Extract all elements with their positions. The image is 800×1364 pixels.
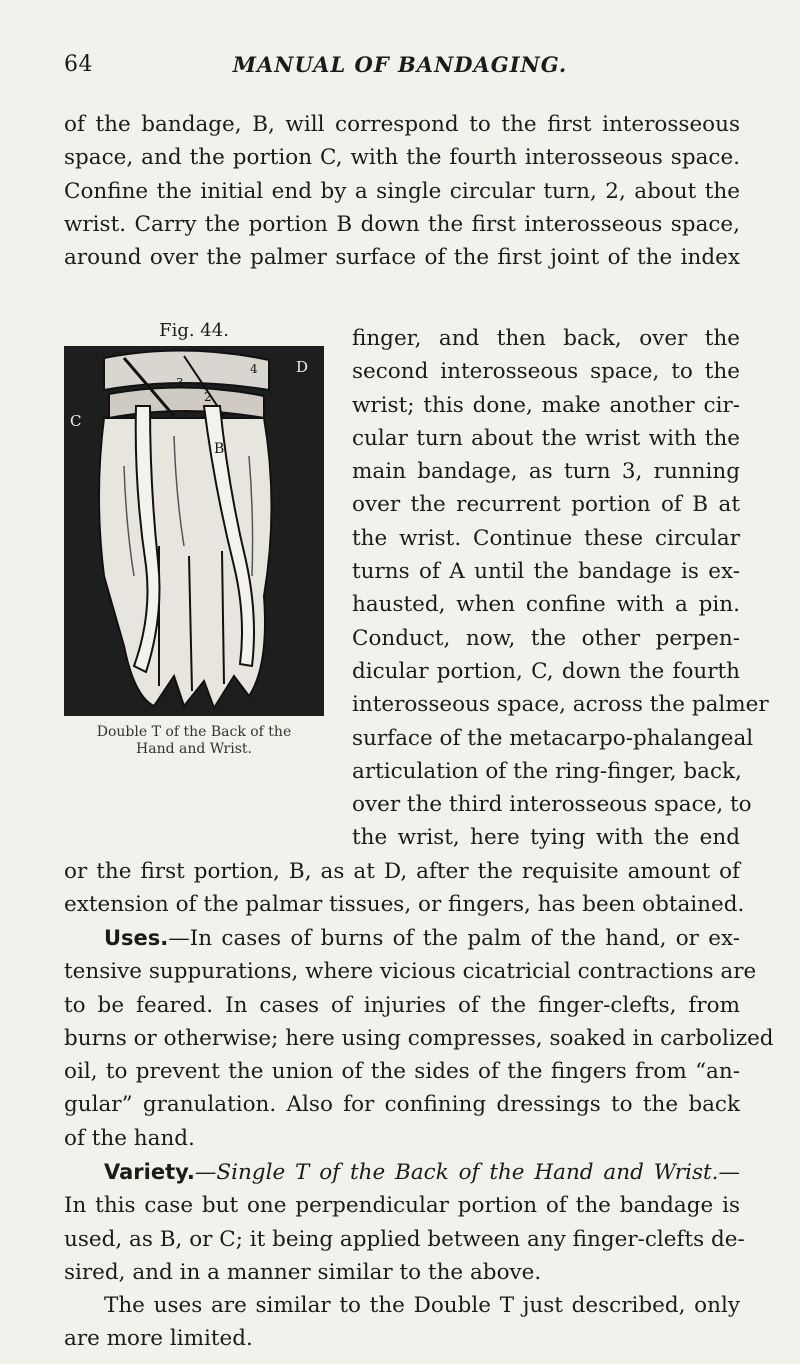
text-line: sired, and in a manner similar to the above. (64, 1259, 542, 1285)
caption-line: Hand and Wrist. (136, 741, 252, 757)
opening-paragraph (64, 108, 740, 274)
text-line: gular” granulation. Also for confining dressings to the back (64, 1092, 740, 1118)
marker-b: B (214, 441, 225, 457)
variety-heading: Variety. (104, 1160, 195, 1184)
text-line: over the recurrent portion of B at (352, 492, 740, 518)
variety-section (64, 1156, 745, 1289)
text-line: of the hand. (64, 1125, 195, 1151)
marker-4: 4 (250, 362, 258, 376)
text-line: second interosseous space, to the (352, 359, 740, 385)
text-line: hausted, when confine with a pin. (352, 592, 740, 618)
text-line: oil, to prevent the union of the sides of the fingers from “an- (64, 1059, 740, 1085)
uses-section (64, 922, 774, 1155)
text-line: the wrist, here tying with the end (352, 825, 740, 851)
running-head: MANUAL OF BANDAGING. (232, 52, 568, 77)
text-line: surface of the metacarpo-phalangeal (352, 725, 754, 751)
text-line: The uses are similar to the Double T just described, only (104, 1293, 740, 1318)
text-line: articulation of the ring-finger, back, (352, 758, 742, 784)
variety-title: —Single T of the Back of the Hand and Wrist.— (194, 1160, 740, 1185)
marker-d: D (296, 358, 309, 376)
text-line: interosseous space, across the palmer (352, 692, 769, 718)
continuation-paragraph (64, 855, 745, 922)
text-line: dicular portion, C, down the fourth (352, 658, 740, 684)
text-line: used, as B, or C; it being applied between any finger-clefts de- (64, 1226, 745, 1252)
text-line: In this case but one perpendicular portion of the bandage is (64, 1193, 740, 1219)
text-line: wrist. Carry the portion B down the first interosseous space, (64, 211, 740, 237)
marker-3: 3 (176, 376, 184, 390)
uses-text: —In cases of burns of the palm of the hand, or ex- (168, 926, 740, 951)
text-line: turns of A until the bandage is ex- (352, 559, 740, 585)
text-line: Confine the initial end by a single circular turn, 2, about the (64, 178, 740, 204)
text-line: or the first portion, B, as at D, after the requisite amount of (64, 859, 740, 884)
bandage-illustration (64, 346, 324, 716)
text-line: finger, and then back, over the (352, 326, 740, 351)
variety-first-line (64, 1156, 740, 1189)
hand-drawing (64, 346, 324, 716)
caption-line: Double T of the Back of the (96, 724, 292, 740)
uses-first-line (64, 922, 740, 955)
page-number: 64 (64, 52, 93, 77)
text-line: space, and the portion C, with the fourth interosseous space. (64, 145, 740, 171)
text-line: main bandage, as turn 3, running (352, 459, 740, 485)
text-line: burns or otherwise; here using compresses, soaked in carbolized (64, 1025, 774, 1051)
text-line: tensive suppurations, where vicious cicatricial contractions are (64, 959, 757, 985)
marker-c: C (70, 412, 82, 430)
text-line: extension of the palmar tissues, or fingers, has been obtained. (64, 892, 745, 918)
uses-heading: Uses. (104, 926, 169, 950)
marker-2: 2 (204, 390, 212, 404)
text-line: wrist; this done, make another cir- (352, 392, 740, 418)
wrapped-paragraph (352, 322, 769, 855)
text-line: are more limited. (64, 1326, 253, 1352)
text-line: the wrist. Continue these circular (352, 525, 740, 551)
text-line: over the third interosseous space, to (352, 792, 752, 818)
figure-caption (64, 724, 324, 758)
text-line: to be feared. In cases of injuries of the finger-clefts, from (64, 992, 740, 1018)
text-line: cular turn about the wrist with the (352, 425, 740, 451)
figure-label: Fig. 44. (159, 320, 229, 341)
text-line: around over the palmer surface of the first joint of the index (64, 245, 740, 271)
text-line: of the bandage, B, will correspond to the first interosseous (64, 112, 740, 137)
closing-paragraph (64, 1289, 740, 1356)
text-line: Conduct, now, the other perpen- (352, 625, 740, 651)
